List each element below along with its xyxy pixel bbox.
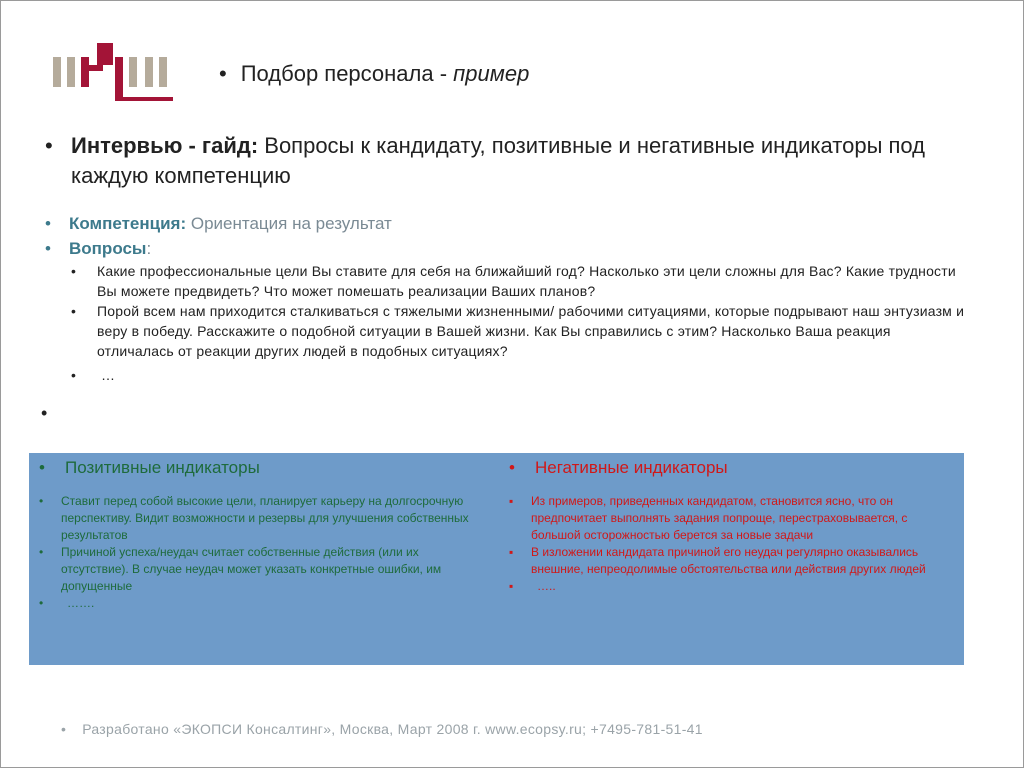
- positive-list: [37, 493, 487, 612]
- indicators-panel: [29, 453, 964, 665]
- bullet-icon: •: [71, 303, 77, 319]
- intro-text: Вопросы к кандидату, позитивные и негативные индикаторы под каждую компетенцию: [71, 133, 926, 188]
- negative-list: [507, 493, 957, 595]
- question-text: …: [101, 367, 116, 383]
- indicator-text: …..: [537, 579, 556, 593]
- list-item: [71, 301, 971, 361]
- bullet-icon: •: [39, 494, 44, 508]
- bullet-icon: ▪: [509, 579, 514, 593]
- list-item: [37, 493, 487, 544]
- negative-heading: [507, 458, 728, 478]
- indicator-text: Ставит перед собой высокие цели, планирует карьеру на долгосрочную перспективу. Видит возможности и резервы для улучшения собственных результатов: [61, 494, 469, 542]
- bullet-icon: •: [39, 458, 45, 477]
- indicator-text: Причиной успеха/неудач считает собственные действия (или их отсутствие). В случае неудач может указать конкретные ошибки, им допущенные: [61, 545, 442, 593]
- positive-heading: [37, 458, 260, 478]
- indicator-text: Из примеров, приведенных кандидатом, становится ясно, что он предпочитает выполнять задания попроще, перестраховывается, с большой осторожностью берется за новые задачи: [531, 494, 908, 542]
- competency-value: Ориентация на результат: [186, 214, 392, 233]
- bullet-icon: •: [219, 61, 227, 86]
- question-text: Порой всем нам приходится сталкиваться с тяжелыми жизненными/ рабочими ситуациями, которые подрывают наш энтузиазм и веру в победу. Расскажите о подобной ситуации в Вашей жизни. Как Вы справились с этим? Насколько Ваша реакция отличалась от реакции других людей в подобных ситуациях?: [97, 303, 965, 359]
- positive-title: Позитивные индикаторы: [65, 458, 260, 477]
- questions-label: Вопросы: [69, 239, 147, 258]
- questions-heading: [45, 237, 151, 261]
- list-item: [71, 365, 971, 385]
- negative-title: Негативные индикаторы: [535, 458, 728, 477]
- bullet-icon: ▪: [509, 494, 514, 508]
- questions-list: [71, 261, 971, 385]
- bullet-icon: •: [45, 133, 53, 158]
- bullet-icon: •: [509, 458, 515, 477]
- slide-title-italic: пример: [453, 61, 530, 86]
- list-item: [507, 544, 957, 578]
- list-item: [37, 544, 487, 595]
- questions-colon: :: [146, 239, 152, 258]
- slide-title: [219, 61, 529, 87]
- footer-text: Разработано «ЭКОПСИ Консалтинг», Москва, Март 2008 г. www.ecopsy.ru; +7495-781-51-41: [82, 721, 703, 737]
- indicator-text: В изложении кандидата причиной его неудач регулярно оказывались внешние, непреодолимые обстоятельства или действия других людей: [531, 545, 926, 576]
- question-text: Какие профессиональные цели Вы ставите для себя на ближайший год? Насколько эти цели сложны для Вас? Какие трудности Вы можете предвидеть? Что может помешать реализации Ваших планов?: [97, 263, 956, 299]
- competency-line: [45, 212, 392, 236]
- bullet-icon: •: [45, 239, 51, 258]
- intro-bold: Интервью - гайд:: [71, 133, 259, 158]
- list-item: [71, 261, 971, 301]
- bullet-icon: •: [61, 721, 67, 737]
- slide-title-text: Подбор персонала -: [240, 61, 454, 86]
- bullet-icon: ▪: [509, 545, 514, 559]
- bullet-icon: •: [39, 596, 44, 610]
- bullet-icon: •: [39, 545, 44, 559]
- company-logo: [53, 43, 175, 105]
- list-item: [507, 578, 957, 595]
- empty-bullet-icon: •: [41, 403, 48, 423]
- intro-paragraph: [45, 131, 945, 191]
- competency-label: Компетенция:: [69, 214, 187, 233]
- bullet-icon: •: [71, 367, 77, 383]
- list-item: [37, 595, 487, 612]
- indicator-text: …….: [67, 596, 95, 610]
- bullet-icon: •: [45, 214, 51, 233]
- footer-credits: [61, 721, 703, 737]
- bullet-icon: •: [71, 263, 77, 279]
- list-item: [507, 493, 957, 544]
